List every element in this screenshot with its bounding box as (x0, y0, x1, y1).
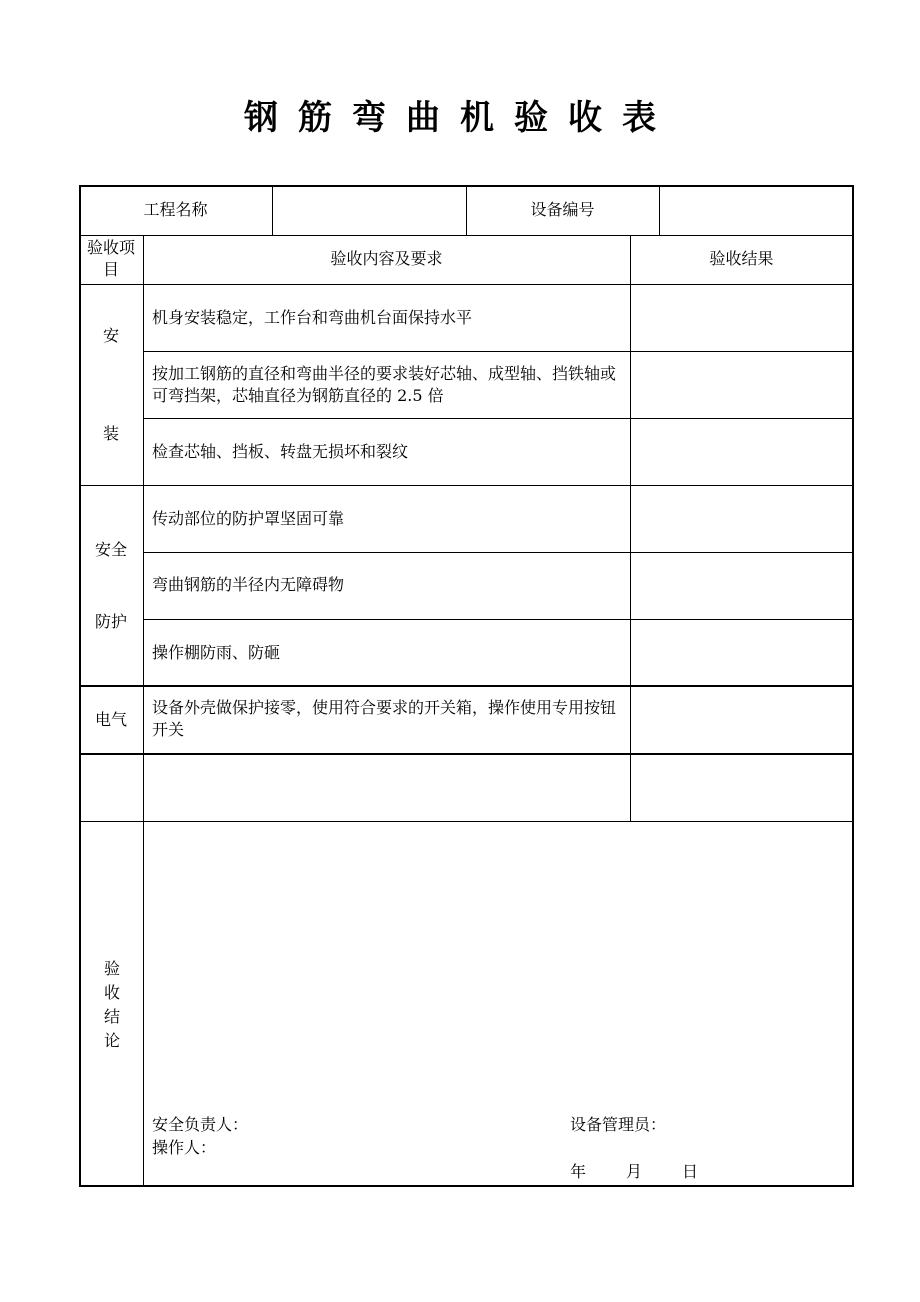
project-name-field[interactable] (274, 199, 464, 221)
requirement-text: 检查芯轴、挡板、转盘无损坏和裂纹 (152, 442, 409, 461)
col-divider (630, 235, 631, 821)
content-column-header: 验收内容及要求 (330, 249, 443, 268)
group-label-install: 装 (102, 424, 119, 443)
row-divider (79, 235, 853, 236)
row-divider (143, 351, 853, 352)
operator-label: 操作人： (152, 1138, 217, 1157)
row-divider (143, 418, 853, 419)
group-label-safety: 安全 (94, 540, 127, 559)
col-divider (143, 235, 144, 1186)
requirement-text: 弯曲钢筋的半径内无障碍物 (152, 575, 345, 594)
row-divider (79, 685, 853, 687)
requirement-text: 按加工钢筋的直径和弯曲半径的要求装好芯轴、成型轴、挡铁轴或可弯挡架，芯轴直径为钢筋直径的 2.5 倍 (152, 364, 617, 405)
row-divider (143, 619, 853, 620)
date-month: 月 (626, 1162, 643, 1181)
requirement-text: 操作棚防雨、防砸 (152, 643, 281, 662)
date-day: 日 (682, 1162, 699, 1181)
row-divider (79, 485, 853, 486)
device-no-field[interactable] (661, 199, 851, 221)
row-divider (79, 821, 853, 822)
conclusion-label: 验收结论 (103, 959, 120, 1050)
item-column-header: 验收项目 (86, 238, 135, 279)
col-divider (272, 185, 273, 235)
result-column-header: 验收结果 (709, 249, 774, 268)
safety-officer-label: 安全负责人： (152, 1115, 249, 1134)
requirement-text: 设备外壳做保护接零，使用符合要求的开关箱，操作使用专用按钮开关 (152, 698, 617, 739)
date-year: 年 (570, 1162, 587, 1181)
device-no-label: 设备编号 (530, 200, 595, 219)
row-divider (79, 284, 853, 285)
col-divider (659, 185, 660, 235)
requirement-text: 机身安装稳定，工作台和弯曲机台面保持水平 (152, 308, 473, 327)
project-name-label: 工程名称 (143, 200, 208, 219)
group-label-safety: 防护 (94, 612, 127, 631)
group-label-electrical: 电气 (94, 710, 127, 729)
group-label-install: 安 (102, 326, 119, 345)
row-divider (79, 753, 853, 755)
equipment-manager-label: 设备管理员： (570, 1115, 667, 1134)
form-title: 钢筋弯曲机验收表 (244, 98, 676, 138)
requirement-text: 传动部位的防护罩坚固可靠 (152, 509, 345, 528)
row-divider (143, 552, 853, 553)
